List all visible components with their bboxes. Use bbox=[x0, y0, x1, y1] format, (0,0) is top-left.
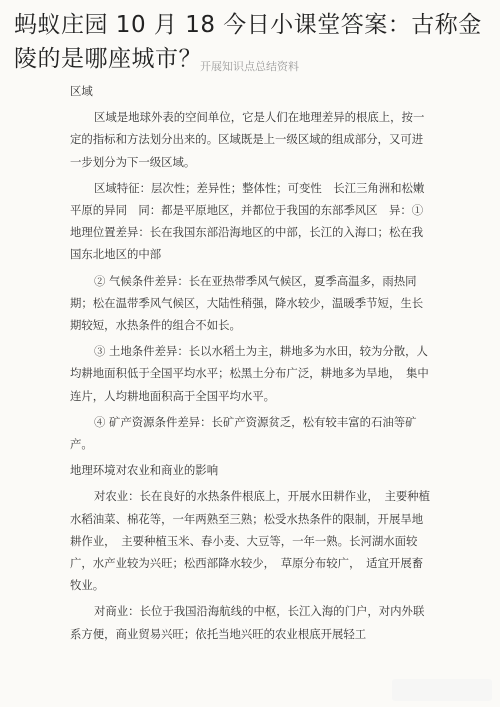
overlay-title: 蚂蚁庄园 10 月 18 今日小课堂答案：古称金陵的是哪座城市？ bbox=[14, 12, 482, 72]
document-body bbox=[70, 80, 432, 649]
paragraph: ③ 土地条件差异：长以水稻土为主，耕地多为水田，较为分散，人均耕地面积低于全国平均水平；松黑土分布广泛，耕地多为旱地， 集中连片，人均耕地面积高于全国平均水平。 bbox=[70, 344, 429, 403]
paragraph: ④ 矿产资源条件差异：长矿产资源贫乏，松有较丰富的石油等矿产。 bbox=[70, 414, 417, 452]
section-heading: 区域 bbox=[70, 84, 93, 98]
document-header: 开展知识点总结资料 bbox=[200, 60, 299, 73]
paragraph: 对商业：长位于我国沿海航线的中枢，长江入海的门户，对内外联系方便，商业贸易兴旺；依托当地兴旺的农业根底开展轻工 bbox=[70, 604, 425, 641]
paragraph: ② 气候条件差异：长在亚热带季风气候区，夏季高温多，雨热同期；松在温带季风气候区，大陆性稍强，降水较少，温暖季节短，生长期较短，水热条件的组合不如长。 bbox=[70, 273, 424, 333]
paragraph: 对农业：长在良好的水热条件根底上，开展水田耕作业， 主要种植水稻油菜、棉花等，一年两熟至三熟；松受水热条件的限制，开展旱地耕作业， 主要种植玉米、春小麦、大豆等，一年一熟。长河湖水面较广，水产业较为兴旺；松西部降水较少， 草原分布较广， 适宜开展畜牧业。 bbox=[70, 489, 431, 593]
section-heading: 地理环境对农业和商业的影响 bbox=[70, 463, 219, 478]
paragraph: 区域是地球外表的空间单位，它是人们在地理差异的根底上，按一定的指标和方法划分出来的。区域既是上一级区域的组成部分，又可进一步划分为下一级区域。 bbox=[70, 110, 425, 169]
paragraph: 区域特征：层次性；差异性；整体性；可变性 长江三角洲和松嫩平原的异同 同：都是平原地区，并都位于我国的东部季风区 异：①地理位置差异：长在我国东部沿海地区的中部，长江的入海口；松在我国东北地区的中部 bbox=[70, 180, 425, 262]
watermark bbox=[392, 679, 492, 701]
